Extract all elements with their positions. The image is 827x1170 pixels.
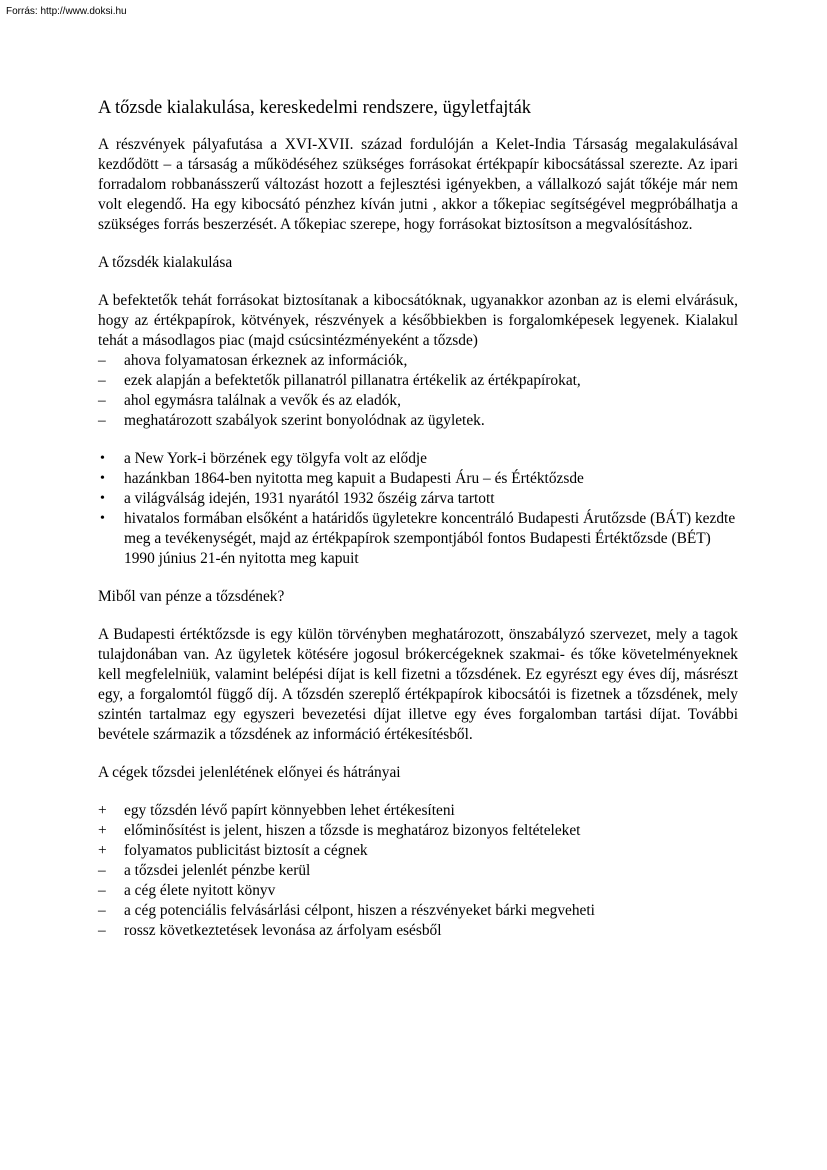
dash-marker: – bbox=[98, 372, 106, 389]
con-item bbox=[98, 861, 738, 881]
list-item bbox=[98, 509, 738, 569]
list-item bbox=[98, 391, 738, 411]
minus-marker: – bbox=[98, 902, 106, 919]
dash-marker: – bbox=[98, 392, 106, 409]
minus-marker: – bbox=[98, 922, 106, 939]
list-item-text: a cég élete nyitott könyv bbox=[124, 882, 276, 899]
list-item-text: hazánkban 1864-ben nyitotta meg kapuit a Budapesti Áru – és Értéktőzsde bbox=[124, 470, 584, 487]
con-item bbox=[98, 901, 738, 921]
source-note: Forrás: http://www.doksi.hu bbox=[6, 6, 127, 17]
dash-marker: – bbox=[98, 352, 106, 369]
document-page bbox=[98, 96, 738, 941]
list-item bbox=[98, 411, 738, 431]
list-item-text: meghatározott szabályok szerint bonyolódnak az ügyletek. bbox=[124, 412, 485, 429]
bullet-marker: • bbox=[100, 451, 105, 466]
minus-marker: – bbox=[98, 862, 106, 879]
list-item-text: egy tőzsdén lévő papírt könnyebben lehet értékesíteni bbox=[124, 802, 455, 819]
spacer bbox=[98, 783, 738, 801]
list-item-text: a cég potenciális felvásárlási célpont, hiszen a részvényeket bárki megveheti bbox=[124, 902, 595, 919]
section-heading-revenue: Miből van pénze a tőzsdének? bbox=[98, 588, 285, 605]
list-item bbox=[98, 449, 738, 469]
minus-marker: – bbox=[98, 882, 106, 899]
list-item-text: hivatalos formában elsőként a határidős ügyletekre koncentráló Budapesti Árutőzsde (BÁT) kezdte meg a tevékenységét, majd az értékpapírok szempontjából fontos Budapesti Értéktőzsde (BÉT) 1990 június 21-én nyitotta meg kapuit bbox=[124, 510, 736, 567]
pro-item bbox=[98, 841, 738, 861]
list-item-text: rossz következtetések levonása az árfolyam esésből bbox=[124, 922, 442, 939]
section-heading-pros-cons: A cégek tőzsdei jelenlétének előnyei és hátrányai bbox=[98, 764, 401, 781]
pro-item bbox=[98, 801, 738, 821]
intro-paragraph: A részvények pályafutása a XVI-XVII. század fordulóján a Kelet-India Társaság megalakulásával kezdődött – a társaság a működéséhez szükséges forrásokat értékpapír kibocsátással szerezte. Az ipari forradalom robbanásszerű változást hozott a fejlesztési igényekben, a vállalkozó saját tőkéje már nem volt elegendő. Ha egy kibocsátó pénzhez kíván jutni , akkor a tőkepiac segítségével megpróbálhatja a szükséges forrás beszerzését. A tőkepiac szerepe, hogy forrásokat biztosítson a megvalósításhoz. bbox=[98, 136, 738, 233]
list-item bbox=[98, 489, 738, 509]
list-item-text: ezek alapján a befektetők pillanatról pillanatra értékelik az értékpapírokat, bbox=[124, 372, 581, 389]
list-item bbox=[98, 469, 738, 489]
dash-marker: – bbox=[98, 412, 106, 429]
plus-marker: + bbox=[98, 842, 107, 859]
list-item-text: a tőzsdei jelenlét pénzbe kerül bbox=[124, 862, 311, 879]
pro-item bbox=[98, 821, 738, 841]
bullet-marker: • bbox=[100, 511, 105, 526]
spacer bbox=[98, 273, 738, 291]
bullet-marker: • bbox=[100, 491, 105, 506]
dash-list bbox=[98, 351, 738, 431]
bullet-marker: • bbox=[100, 471, 105, 486]
list-item-text: a New York-i börzének egy tölgyfa volt az elődje bbox=[124, 450, 428, 467]
list-item-text: ahol egymásra találnak a vevők és az eladók, bbox=[124, 392, 401, 409]
spacer bbox=[98, 431, 738, 449]
spacer bbox=[98, 745, 738, 763]
bullet-list bbox=[98, 449, 738, 569]
section-heading-exchanges: A tőzsdék kialakulása bbox=[98, 254, 233, 271]
list-item bbox=[98, 371, 738, 391]
pros-cons-list bbox=[98, 801, 738, 941]
list-item-text: a világválság idején, 1931 nyarától 1932 őszéig zárva tartott bbox=[124, 490, 495, 507]
con-item bbox=[98, 881, 738, 901]
plus-marker: + bbox=[98, 822, 107, 839]
revenue-paragraph: A Budapesti értéktőzsde is egy külön törvényben meghatározott, önszabályzó szervezet, mely a tagok tulajdonában van. Az ügyletek kötésére jogosul brókercégeknek szakmai- és tőke követelményeknek kell megfelelniük, valamint belépési díjat is kell fizetni a tőzsdének. Ez egyrészt egy éves díj, másrészt egy, a forgalomtól függő díj. A tőzsdén szereplő értékpapírok kibocsátói is fizetnek a tőzsdének, mely szintén tartalmaz egy egyszeri bevezetési díjat illetve egy éves forgalomban tartási díjat. További bevétele származik a tőzsdének az információ értékesítésből. bbox=[98, 626, 738, 743]
spacer bbox=[98, 569, 738, 587]
spacer bbox=[98, 235, 738, 253]
document-title: A tőzsde kialakulása, kereskedelmi rendszere, ügyletfajták bbox=[98, 98, 532, 118]
list-item bbox=[98, 351, 738, 371]
spacer bbox=[98, 607, 738, 625]
con-item bbox=[98, 921, 738, 941]
list-item-text: előminősítést is jelent, hiszen a tőzsde is meghatároz bizonyos feltételeket bbox=[124, 822, 581, 839]
plus-marker: + bbox=[98, 802, 107, 819]
list-item-text: folyamatos publicitást biztosít a cégnek bbox=[124, 842, 368, 859]
exchanges-paragraph: A befektetők tehát forrásokat biztosítanak a kibocsátóknak, ugyanakkor azonban az is elemi elvárásuk, hogy az értékpapírok, kötvények, részvények a későbbiekben is forgalomképesek legyenek. Kialakul tehát a másodlagos piac (majd csúcsintézményeként a tőzsde) bbox=[98, 292, 738, 349]
list-item-text: ahova folyamatosan érkeznek az információk, bbox=[124, 352, 408, 369]
